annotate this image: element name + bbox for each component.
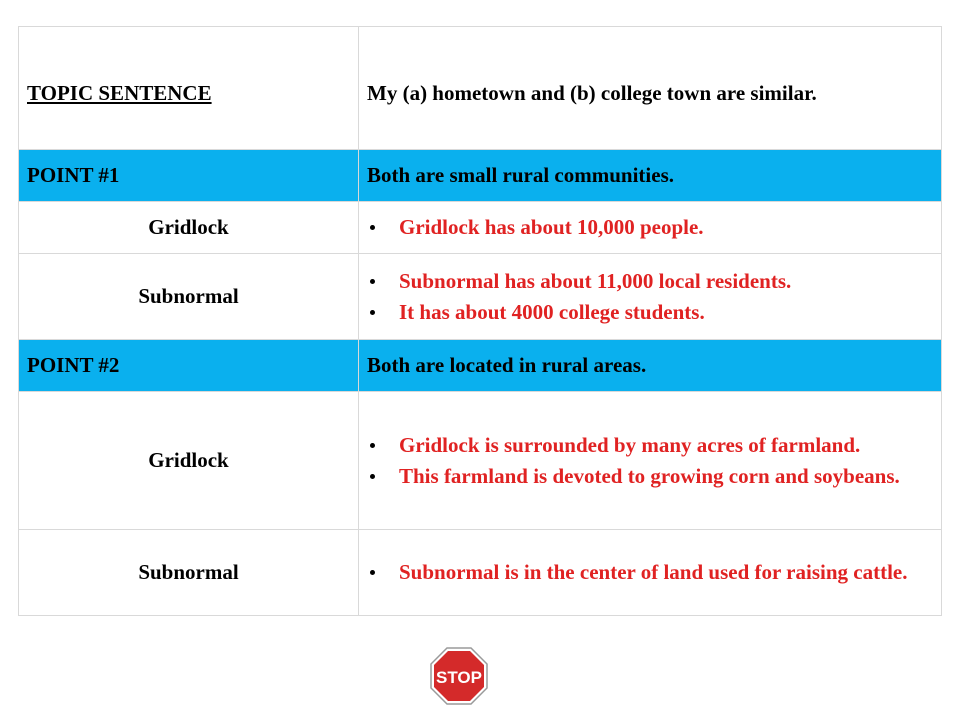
bullet-item: Subnormal has about 11,000 local residents. bbox=[367, 266, 933, 297]
point-2-detail-2-list bbox=[367, 557, 933, 588]
point-1-town-1: Gridlock bbox=[19, 202, 359, 254]
point-2-detail-1-list bbox=[367, 430, 933, 492]
point-2-detail-2-cell bbox=[359, 530, 942, 616]
topic-text-cell bbox=[359, 27, 942, 150]
topic-row bbox=[19, 27, 942, 150]
topic-text: My (a) hometown and (b) college town are similar. bbox=[367, 80, 817, 105]
bullet-item: Gridlock is surrounded by many acres of farmland. bbox=[367, 430, 933, 461]
point-2-text: Both are located in rural areas. bbox=[359, 340, 942, 392]
point-2-detail-2-row bbox=[19, 530, 942, 616]
point-2-detail-1-cell bbox=[359, 392, 942, 530]
point-1-detail-2-list bbox=[367, 266, 933, 328]
bullet-item: This farmland is devoted to growing corn and soybeans. bbox=[367, 461, 933, 492]
topic-label-cell bbox=[19, 27, 359, 150]
bullet-item: Subnormal is in the center of land used for raising cattle. bbox=[367, 557, 933, 588]
topic-label: TOPIC SENTENCE bbox=[27, 80, 212, 105]
point-1-detail-2-cell bbox=[359, 254, 942, 340]
point-1-town-2: Subnormal bbox=[19, 254, 359, 340]
bullet-item: Gridlock has about 10,000 people. bbox=[367, 212, 933, 243]
point-1-row bbox=[19, 150, 942, 202]
outline-table bbox=[18, 26, 942, 616]
point-2-town-2: Subnormal bbox=[19, 530, 359, 616]
point-1-detail-1-cell bbox=[359, 202, 942, 254]
point-2-detail-1-row bbox=[19, 392, 942, 530]
stop-sign-icon[interactable] bbox=[430, 647, 488, 705]
point-1-detail-1-list bbox=[367, 212, 933, 243]
point-1-detail-2-row bbox=[19, 254, 942, 340]
point-1-text: Both are small rural communities. bbox=[359, 150, 942, 202]
point-2-label: POINT #2 bbox=[19, 340, 359, 392]
point-1-detail-1-row bbox=[19, 202, 942, 254]
bullet-item: It has about 4000 college students. bbox=[367, 297, 933, 328]
point-1-label: POINT #1 bbox=[19, 150, 359, 202]
stop-sign-text: STOP bbox=[436, 668, 482, 687]
point-2-town-1: Gridlock bbox=[19, 392, 359, 530]
point-2-row bbox=[19, 340, 942, 392]
